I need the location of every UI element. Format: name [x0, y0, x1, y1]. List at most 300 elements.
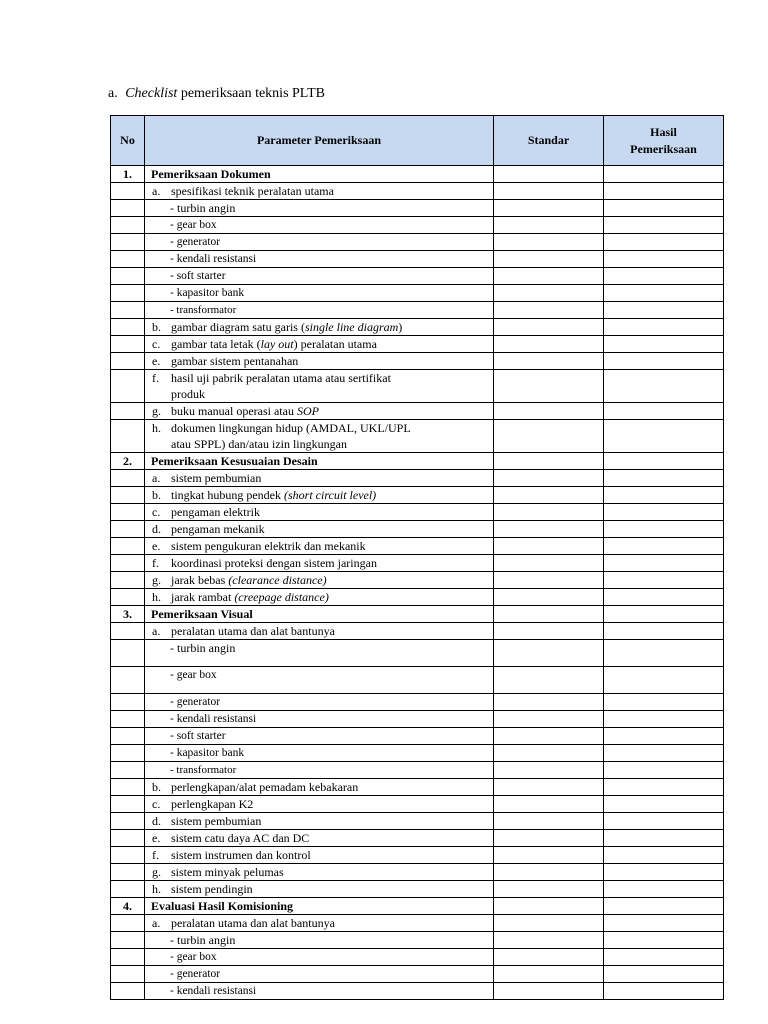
item-text: perlengkapan K2: [171, 797, 254, 811]
table-header: [111, 116, 724, 166]
item-text: [171, 504, 493, 520]
hasil-cell: [604, 420, 724, 453]
sub-item-text: - soft starter: [170, 270, 226, 282]
sub-item-text: - kendali resistansi: [170, 713, 257, 725]
number-cell: [111, 762, 145, 779]
item-text: [171, 813, 493, 829]
item-letter: a.: [152, 471, 161, 485]
hasil-cell: [604, 453, 724, 470]
header-no: No: [111, 116, 145, 166]
hasil-cell: [604, 813, 724, 830]
standar-cell: [494, 932, 604, 949]
standar-cell: [494, 353, 604, 370]
item-text: pengaman mekanik: [171, 522, 265, 536]
item-text: spesifikasi teknik peralatan utama: [171, 184, 334, 198]
item-text: sistem instrumen dan kontrol: [171, 848, 311, 862]
item-text: [171, 623, 493, 639]
item-row: [111, 353, 724, 370]
hasil-cell: [604, 667, 724, 694]
sub-item-text: - kapasitor bank: [170, 287, 245, 299]
parameter-cell: [145, 470, 494, 487]
hasil-cell: [604, 881, 724, 898]
item-text: [171, 336, 493, 352]
item-letter: b.: [152, 780, 161, 794]
item-letter: f.: [152, 848, 159, 862]
standar-cell: [494, 285, 604, 302]
parameter-cell: [145, 285, 494, 302]
hasil-cell: [604, 796, 724, 813]
number-cell: [111, 336, 145, 353]
standar-cell: [494, 487, 604, 504]
parameter-cell: [145, 983, 494, 1000]
item-text-pre: buku manual operasi atau: [171, 404, 297, 418]
number-cell: [111, 555, 145, 572]
section-row: [111, 606, 724, 623]
sub-item-text: - kendali resistansi: [170, 253, 257, 265]
standar-cell: [494, 694, 604, 711]
item-text: [171, 353, 493, 369]
hasil-cell: [604, 711, 724, 728]
hasil-cell: [604, 623, 724, 640]
header-standar: Standar: [494, 116, 604, 166]
item-text: [171, 796, 493, 812]
item-text: [171, 521, 493, 537]
hasil-cell: [604, 200, 724, 217]
sub-item-row: [111, 302, 724, 319]
hasil-cell: [604, 779, 724, 796]
sub-item-text: - kendali resistansi: [170, 985, 257, 997]
number-cell: [111, 420, 145, 453]
parameter-cell: [145, 745, 494, 762]
sub-item-text: - generator: [170, 696, 221, 708]
hasil-cell: [604, 694, 724, 711]
item-letter: a.: [152, 624, 161, 638]
item-letter: d.: [152, 522, 161, 536]
number-cell: [111, 728, 145, 745]
sub-item-text: - gear box: [170, 669, 217, 681]
standar-cell: [494, 336, 604, 353]
number-cell: [111, 640, 145, 667]
parameter-cell: [145, 932, 494, 949]
sub-item-row: [111, 728, 724, 745]
standar-cell: [494, 183, 604, 200]
item-text-italic: (creepage distance): [234, 590, 329, 604]
number-cell: [111, 796, 145, 813]
item-row: [111, 521, 724, 538]
item-text: sistem pembumian: [171, 814, 262, 828]
item-letter: a.: [152, 916, 161, 930]
parameter-cell: [145, 915, 494, 932]
section-row: [111, 453, 724, 470]
number-cell: [111, 200, 145, 217]
hasil-cell: [604, 470, 724, 487]
item-row: [111, 487, 724, 504]
sub-item-row: [111, 762, 724, 779]
item-text-line: atau SPPL) dan/atau izin lingkungan: [171, 437, 347, 451]
hasil-cell: [604, 521, 724, 538]
item-text-pre: gambar tata letak (: [171, 337, 261, 351]
item-text-italic: (clearance distance): [228, 573, 327, 587]
item-text-italic: (short circuit level): [283, 488, 377, 502]
item-text: sistem minyak pelumas: [171, 865, 284, 879]
standar-cell: [494, 234, 604, 251]
item-letter: d.: [152, 814, 161, 828]
standar-cell: [494, 915, 604, 932]
hasil-cell: [604, 949, 724, 966]
standar-cell: [494, 864, 604, 881]
sub-item-row: [111, 234, 724, 251]
item-text-post: ): [398, 320, 403, 334]
parameter-cell: [145, 555, 494, 572]
item-letter: b.: [152, 320, 161, 334]
parameter-cell: [145, 813, 494, 830]
standar-cell: [494, 166, 604, 183]
standar-cell: [494, 268, 604, 285]
section-number: 3.: [111, 606, 145, 623]
header-parameter: Parameter Pemeriksaan: [145, 116, 494, 166]
item-letter: e.: [152, 831, 161, 845]
parameter-cell: [145, 268, 494, 285]
section-title: Pemeriksaan Kesusuaian Desain: [145, 453, 494, 470]
parameter-cell: [145, 623, 494, 640]
sub-item-text: - turbin angin: [170, 201, 236, 215]
item-row: [111, 796, 724, 813]
item-letter: c.: [152, 505, 161, 519]
standar-cell: [494, 667, 604, 694]
item-row: [111, 504, 724, 521]
number-cell: [111, 932, 145, 949]
hasil-cell: [604, 830, 724, 847]
header-hasil-line1: Hasil: [650, 124, 677, 139]
item-letter: e.: [152, 539, 161, 553]
standar-cell: [494, 623, 604, 640]
hasil-cell: [604, 606, 724, 623]
item-text-line: hasil uji pabrik peralatan utama atau sertifikat: [171, 371, 391, 385]
item-text: sistem catu daya AC dan DC: [171, 831, 310, 845]
item-letter: g.: [152, 573, 161, 587]
standar-cell: [494, 504, 604, 521]
parameter-cell: [145, 667, 494, 694]
standar-cell: [494, 200, 604, 217]
standar-cell: [494, 983, 604, 1000]
number-cell: [111, 881, 145, 898]
number-cell: [111, 353, 145, 370]
number-cell: [111, 251, 145, 268]
item-row: [111, 555, 724, 572]
number-cell: [111, 268, 145, 285]
hasil-cell: [604, 589, 724, 606]
sub-item-text: - transformator: [170, 304, 237, 316]
hasil-cell: [604, 370, 724, 403]
number-cell: [111, 589, 145, 606]
section-title: Evaluasi Hasil Komisioning: [145, 898, 494, 915]
item-text: [171, 572, 493, 588]
parameter-cell: [145, 589, 494, 606]
parameter-cell: [145, 521, 494, 538]
sub-item-text: - gear box: [170, 219, 217, 231]
parameter-cell: [145, 200, 494, 217]
item-text: [171, 830, 493, 846]
standar-cell: [494, 762, 604, 779]
number-cell: [111, 572, 145, 589]
item-letter: c.: [152, 797, 161, 811]
item-text-pre: tingkat hubung pendek: [171, 488, 284, 502]
heading-emphasis: Checklist: [125, 86, 178, 101]
item-row: [111, 813, 724, 830]
standar-cell: [494, 302, 604, 319]
heading-rest: pemeriksaan teknis PLTB: [177, 86, 325, 101]
item-text: [171, 847, 493, 863]
heading-prefix: a.: [108, 86, 118, 101]
section-row: [111, 898, 724, 915]
standar-cell: [494, 640, 604, 667]
sub-item-text: - turbin angin: [170, 933, 236, 947]
parameter-cell: [145, 538, 494, 555]
parameter-cell: [145, 336, 494, 353]
number-cell: [111, 217, 145, 234]
item-row: [111, 779, 724, 796]
item-text: [171, 470, 493, 486]
hasil-cell: [604, 555, 724, 572]
number-cell: [111, 538, 145, 555]
item-letter: f.: [152, 556, 159, 570]
section-title: Pemeriksaan Visual: [145, 606, 494, 623]
item-letter: h.: [152, 882, 161, 896]
number-cell: [111, 403, 145, 420]
item-letter: c.: [152, 337, 161, 351]
sub-item-row: [111, 949, 724, 966]
item-text: sistem pembumian: [171, 471, 262, 485]
standar-cell: [494, 966, 604, 983]
item-text: sistem pendingin: [171, 882, 253, 896]
item-text: koordinasi proteksi dengan sistem jaringan: [171, 556, 377, 570]
hasil-cell: [604, 302, 724, 319]
item-row: [111, 572, 724, 589]
number-cell: [111, 779, 145, 796]
sub-item-text: - kapasitor bank: [170, 747, 245, 759]
standar-cell: [494, 217, 604, 234]
parameter-cell: [145, 779, 494, 796]
parameter-cell: [145, 183, 494, 200]
item-text-pre: gambar diagram satu garis (: [171, 320, 305, 334]
number-cell: [111, 745, 145, 762]
sub-item-row: [111, 268, 724, 285]
item-text: [171, 555, 493, 571]
hasil-cell: [604, 640, 724, 667]
hasil-cell: [604, 166, 724, 183]
parameter-cell: [145, 881, 494, 898]
item-text: [171, 487, 493, 503]
parameter-cell: [145, 302, 494, 319]
sub-item-text: - soft starter: [170, 730, 226, 742]
item-row: [111, 847, 724, 864]
parameter-cell: [145, 796, 494, 813]
hasil-cell: [604, 745, 724, 762]
sub-item-row: [111, 694, 724, 711]
sub-item-row: [111, 640, 724, 667]
parameter-cell: [145, 234, 494, 251]
item-text: peralatan utama dan alat bantunya: [171, 916, 335, 930]
item-letter: a.: [152, 184, 161, 198]
hasil-cell: [604, 217, 724, 234]
item-row: [111, 864, 724, 881]
hasil-cell: [604, 572, 724, 589]
hasil-cell: [604, 403, 724, 420]
sub-item-row: [111, 966, 724, 983]
parameter-cell: [145, 572, 494, 589]
item-text: [171, 589, 493, 605]
section-number: 4.: [111, 898, 145, 915]
hasil-cell: [604, 251, 724, 268]
number-cell: [111, 302, 145, 319]
number-cell: [111, 711, 145, 728]
hasil-cell: [604, 285, 724, 302]
item-text: peralatan utama dan alat bantunya: [171, 624, 335, 638]
hasil-cell: [604, 728, 724, 745]
number-cell: [111, 830, 145, 847]
item-text-italic: single line diagram: [304, 320, 399, 334]
item-row: [111, 319, 724, 336]
parameter-cell: [145, 370, 494, 403]
parameter-cell: [145, 251, 494, 268]
hasil-cell: [604, 336, 724, 353]
standar-cell: [494, 949, 604, 966]
item-text-line: produk: [171, 387, 205, 401]
standar-cell: [494, 813, 604, 830]
sub-item-row: [111, 667, 724, 694]
standar-cell: [494, 403, 604, 420]
hasil-cell: [604, 487, 724, 504]
number-cell: [111, 504, 145, 521]
parameter-cell: [145, 353, 494, 370]
parameter-cell: [145, 847, 494, 864]
section-row: [111, 166, 724, 183]
hasil-cell: [604, 932, 724, 949]
number-cell: [111, 694, 145, 711]
number-cell: [111, 234, 145, 251]
item-text-pre: jarak bebas: [171, 573, 229, 587]
item-row: [111, 470, 724, 487]
item-row: [111, 589, 724, 606]
sub-item-row: [111, 983, 724, 1000]
item-text-italic: SOP: [296, 404, 319, 418]
number-cell: [111, 915, 145, 932]
item-text: perlengkapan/alat pemadam kebakaran: [171, 780, 359, 794]
parameter-cell: [145, 864, 494, 881]
standar-cell: [494, 779, 604, 796]
parameter-cell: [145, 949, 494, 966]
item-text: gambar sistem pentanahan: [171, 354, 299, 368]
item-text: [171, 183, 493, 199]
standar-cell: [494, 572, 604, 589]
item-text: [171, 864, 493, 880]
hasil-cell: [604, 898, 724, 915]
standar-cell: [494, 420, 604, 453]
standar-cell: [494, 847, 604, 864]
item-row: [111, 403, 724, 420]
parameter-cell: [145, 403, 494, 420]
hasil-cell: [604, 864, 724, 881]
standar-cell: [494, 711, 604, 728]
hasil-cell: [604, 983, 724, 1000]
sub-item-row: [111, 711, 724, 728]
item-row: [111, 623, 724, 640]
standar-cell: [494, 538, 604, 555]
number-cell: [111, 813, 145, 830]
parameter-cell: [145, 487, 494, 504]
checklist-table: [110, 115, 724, 1000]
item-letter: f.: [152, 371, 159, 385]
number-cell: [111, 487, 145, 504]
hasil-cell: [604, 353, 724, 370]
number-cell: [111, 667, 145, 694]
hasil-cell: [604, 319, 724, 336]
section-title: Pemeriksaan Dokumen: [145, 166, 494, 183]
hasil-cell: [604, 915, 724, 932]
standar-cell: [494, 319, 604, 336]
header-hasil: [604, 116, 724, 166]
parameter-cell: [145, 728, 494, 745]
sub-item-text: - gear box: [170, 951, 217, 963]
parameter-cell: [145, 762, 494, 779]
header-hasil-line2: Pemeriksaan: [630, 141, 697, 156]
number-cell: [111, 285, 145, 302]
standar-cell: [494, 728, 604, 745]
standar-cell: [494, 453, 604, 470]
standar-cell: [494, 898, 604, 915]
hasil-cell: [604, 762, 724, 779]
item-letter: e.: [152, 354, 161, 368]
item-text: [171, 403, 493, 419]
table-body: [111, 166, 724, 1000]
hasil-cell: [604, 183, 724, 200]
item-text: [171, 779, 493, 795]
number-cell: [111, 319, 145, 336]
number-cell: [111, 983, 145, 1000]
sub-item-row: [111, 932, 724, 949]
hasil-cell: [604, 504, 724, 521]
parameter-cell: [145, 830, 494, 847]
sub-item-row: [111, 285, 724, 302]
section-number: 1.: [111, 166, 145, 183]
number-cell: [111, 370, 145, 403]
sub-item-text: - generator: [170, 236, 221, 248]
number-cell: [111, 470, 145, 487]
parameter-cell: [145, 711, 494, 728]
standar-cell: [494, 470, 604, 487]
item-letter: g.: [152, 865, 161, 879]
item-row: [111, 420, 724, 453]
standar-cell: [494, 830, 604, 847]
sub-item-row: [111, 745, 724, 762]
standar-cell: [494, 370, 604, 403]
item-row: [111, 830, 724, 847]
item-text-line: dokumen lingkungan hidup (AMDAL, UKL/UPL: [171, 421, 411, 435]
sub-item-row: [111, 217, 724, 234]
sub-item-row: [111, 200, 724, 217]
standar-cell: [494, 881, 604, 898]
hasil-cell: [604, 847, 724, 864]
number-cell: [111, 949, 145, 966]
standar-cell: [494, 745, 604, 762]
standar-cell: [494, 521, 604, 538]
sub-item-row: [111, 251, 724, 268]
parameter-cell: [145, 640, 494, 667]
item-letter: h.: [152, 421, 161, 435]
hasil-cell: [604, 538, 724, 555]
standar-cell: [494, 606, 604, 623]
item-text-pre: jarak rambat: [171, 590, 235, 604]
